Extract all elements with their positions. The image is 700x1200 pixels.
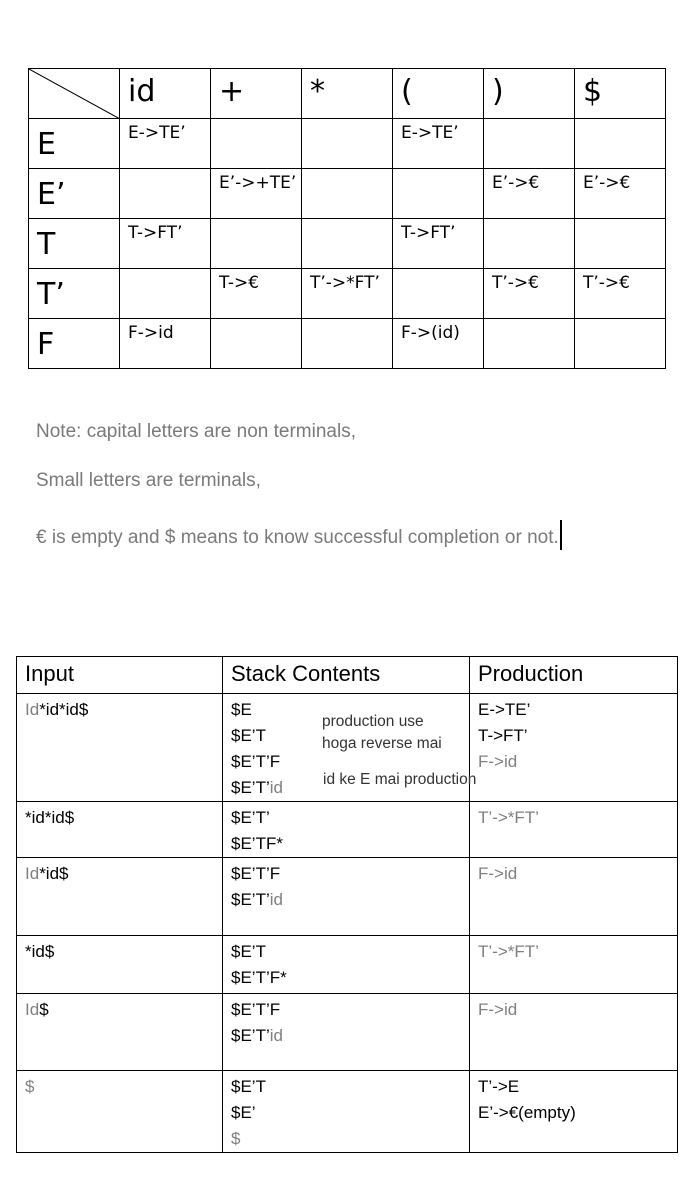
table-cell — [302, 319, 393, 369]
cell-text: $E’T’F — [231, 752, 281, 771]
cell-text: *id*id$ — [25, 808, 75, 827]
input-cell — [17, 858, 223, 936]
production-entry — [575, 219, 665, 225]
cell-text: E’->€(empty) — [478, 1103, 576, 1122]
production-entry: T’->€ — [492, 273, 539, 293]
production-entry — [484, 319, 574, 325]
input-line — [25, 697, 222, 723]
muted-text: Id — [25, 864, 40, 883]
column-header-input: Input — [17, 657, 223, 694]
parse-table-row — [29, 219, 666, 269]
cell-text: *id$ — [39, 864, 69, 883]
production-line — [478, 861, 677, 887]
cell-text: $E’T’F — [231, 1000, 281, 1019]
corner-cell — [29, 69, 120, 119]
cell-text: $ — [39, 1000, 49, 1019]
production-cell — [470, 1071, 678, 1153]
stack-line — [231, 1074, 469, 1100]
nonterminal-label: E — [37, 127, 56, 162]
production-entry — [484, 119, 574, 125]
input-cell — [17, 694, 223, 802]
stack-cell — [223, 802, 470, 858]
production-entry: E’->+TE’ — [219, 173, 297, 193]
production-line — [478, 805, 677, 831]
production-entry — [393, 169, 483, 175]
note-text: € is empty and $ means to know successful completion or not. — [36, 527, 559, 548]
cell-text: $E — [231, 700, 252, 719]
trace-row — [17, 858, 678, 936]
production-entry — [211, 119, 301, 125]
table-cell — [211, 119, 302, 169]
nonterminal-label: T — [37, 227, 56, 262]
diagonal-divider — [29, 69, 120, 119]
production-line — [478, 997, 677, 1023]
parse-table-row — [29, 269, 666, 319]
table-cell — [211, 269, 302, 319]
table-cell — [575, 269, 666, 319]
cell-text: $E’TF* — [231, 834, 283, 853]
production-cell — [470, 994, 678, 1071]
muted-text: id — [269, 1026, 283, 1045]
production-cell — [470, 802, 678, 858]
input-line — [25, 1074, 222, 1100]
production-entry: T’->€ — [583, 273, 630, 293]
table-cell — [484, 269, 575, 319]
input-line — [25, 861, 222, 887]
production-cell — [470, 694, 678, 802]
production-line — [478, 749, 677, 775]
nonterminal-label: F — [37, 327, 55, 362]
production-entry: T->FT’ — [401, 223, 456, 243]
production-entry: E’->€ — [492, 173, 540, 193]
table-cell — [211, 319, 302, 369]
muted-text: Id — [25, 1000, 40, 1019]
stack-line — [231, 1100, 469, 1126]
terminal-label: ) — [492, 74, 504, 109]
table-cell — [393, 169, 484, 219]
table-cell — [120, 169, 211, 219]
trace-row — [17, 994, 678, 1071]
nonterminal-header — [29, 219, 120, 269]
table-cell — [302, 269, 393, 319]
input-cell — [17, 802, 223, 858]
table-cell — [575, 119, 666, 169]
terminal-label: + — [219, 74, 245, 109]
trace-row — [17, 936, 678, 994]
production-entry: E->TE’ — [401, 123, 459, 143]
annotation-line: id ke E mai production — [323, 771, 477, 788]
table-cell — [484, 169, 575, 219]
cell-text: $E’T’ — [231, 890, 270, 909]
terminal-header — [211, 69, 302, 119]
terminal-label: $ — [583, 74, 603, 109]
production-entry: E->TE’ — [128, 123, 186, 143]
production-entry — [120, 169, 210, 175]
terminal-header — [484, 69, 575, 119]
production-entry — [120, 269, 210, 275]
production-entry — [575, 319, 665, 325]
cell-text: $E’T — [231, 942, 266, 961]
production-entry — [575, 119, 665, 125]
annotation-line: production use — [322, 713, 424, 730]
table-cell — [211, 169, 302, 219]
cell-text: $E’T — [231, 726, 266, 745]
table-cell — [211, 219, 302, 269]
cell-text: $E’ — [231, 1103, 256, 1122]
cell-text: T’->E — [478, 1077, 520, 1096]
stack-line — [231, 861, 469, 887]
cell-text: $E’T’ — [231, 808, 270, 827]
muted-text: id — [269, 778, 283, 797]
muted-text: T’->*FT’ — [478, 942, 539, 961]
stack-line — [231, 939, 469, 965]
production-line — [478, 939, 677, 965]
terminal-label: ( — [401, 74, 413, 109]
production-line — [478, 723, 677, 749]
production-entry: F->id — [128, 323, 174, 343]
stack-line — [231, 1126, 469, 1152]
parse-table-row — [29, 169, 666, 219]
note-line-last — [36, 520, 562, 550]
terminal-header — [575, 69, 666, 119]
table-cell — [120, 319, 211, 369]
stack-cell — [223, 1071, 470, 1153]
text-cursor — [560, 520, 562, 550]
input-line — [25, 805, 222, 831]
production-line — [478, 1100, 677, 1126]
stack-cell — [223, 858, 470, 936]
input-cell — [17, 1071, 223, 1153]
ll1-parse-table — [28, 68, 666, 369]
nonterminal-header — [29, 319, 120, 369]
cell-text: $E’T’ — [231, 778, 270, 797]
muted-text: F->id — [478, 1000, 518, 1019]
production-entry: E’->€ — [583, 173, 631, 193]
note-line: Note: capital letters are non terminals, — [36, 421, 356, 442]
cell-text: E->TE’ — [478, 700, 531, 719]
muted-text: $ — [231, 1129, 241, 1148]
trace-header-row — [17, 657, 678, 694]
stack-line — [231, 831, 469, 857]
table-cell — [393, 219, 484, 269]
cell-text: $E’T — [231, 1077, 266, 1096]
annotation-line: hoga reverse mai — [322, 735, 442, 752]
trace-row — [17, 1071, 678, 1153]
muted-text: T’->*FT’ — [478, 808, 539, 827]
input-line — [25, 939, 222, 965]
nonterminal-label: T’ — [37, 277, 65, 312]
nonterminal-header — [29, 119, 120, 169]
input-line — [25, 997, 222, 1023]
muted-text: F->id — [478, 752, 518, 771]
note-line: Small letters are terminals, — [36, 470, 261, 491]
muted-text: F->id — [478, 864, 518, 883]
trace-row — [17, 802, 678, 858]
table-cell — [302, 119, 393, 169]
terminal-label: * — [310, 74, 325, 109]
production-entry — [302, 219, 392, 225]
table-cell — [393, 319, 484, 369]
production-line — [478, 697, 677, 723]
production-entry — [393, 269, 483, 275]
terminal-label: id — [128, 74, 156, 109]
table-cell — [575, 319, 666, 369]
production-cell — [470, 936, 678, 994]
table-cell — [484, 119, 575, 169]
nonterminal-header — [29, 169, 120, 219]
production-entry: T->€ — [219, 273, 260, 293]
input-cell — [17, 994, 223, 1071]
parse-table-header-row — [29, 69, 666, 119]
production-entry — [302, 319, 392, 325]
production-cell — [470, 858, 678, 936]
cell-text: $E’T’ — [231, 1026, 270, 1045]
muted-text: id — [269, 890, 283, 909]
production-entry — [302, 169, 392, 175]
nonterminal-header — [29, 269, 120, 319]
production-entry: T’->*FT’ — [310, 273, 380, 293]
cell-text: $E’T’F — [231, 864, 281, 883]
table-cell — [575, 169, 666, 219]
production-entry — [211, 319, 301, 325]
table-cell — [484, 219, 575, 269]
table-cell — [393, 119, 484, 169]
table-cell — [120, 219, 211, 269]
stack-cell — [223, 994, 470, 1071]
terminal-header — [302, 69, 393, 119]
stack-line — [231, 805, 469, 831]
stack-line — [231, 997, 469, 1023]
stack-line — [231, 965, 469, 991]
stack-line — [231, 887, 469, 913]
terminal-header — [120, 69, 211, 119]
column-header-production: Production — [470, 657, 678, 694]
stack-line — [231, 1023, 469, 1049]
nonterminal-label: E’ — [37, 177, 66, 212]
production-entry — [211, 219, 301, 225]
stack-cell — [223, 936, 470, 994]
table-cell — [302, 219, 393, 269]
cell-text: *id*id$ — [39, 700, 89, 719]
cell-text: *id$ — [25, 942, 55, 961]
table-cell — [393, 269, 484, 319]
production-entry: T->FT’ — [128, 223, 183, 243]
production-entry — [484, 219, 574, 225]
table-cell — [120, 119, 211, 169]
parse-table-row — [29, 119, 666, 169]
production-entry: F->(id) — [401, 323, 460, 343]
column-header-stack: Stack Contents — [223, 657, 470, 694]
table-cell — [302, 169, 393, 219]
input-cell — [17, 936, 223, 994]
production-line — [478, 1074, 677, 1100]
cell-text: T->FT’ — [478, 726, 528, 745]
muted-text: Id — [25, 700, 40, 719]
muted-text: $ — [25, 1077, 35, 1096]
terminal-header — [393, 69, 484, 119]
parse-table-row — [29, 319, 666, 369]
table-cell — [484, 319, 575, 369]
production-entry — [302, 119, 392, 125]
table-cell — [575, 219, 666, 269]
table-cell — [120, 269, 211, 319]
cell-text: $E’T’F* — [231, 968, 287, 987]
